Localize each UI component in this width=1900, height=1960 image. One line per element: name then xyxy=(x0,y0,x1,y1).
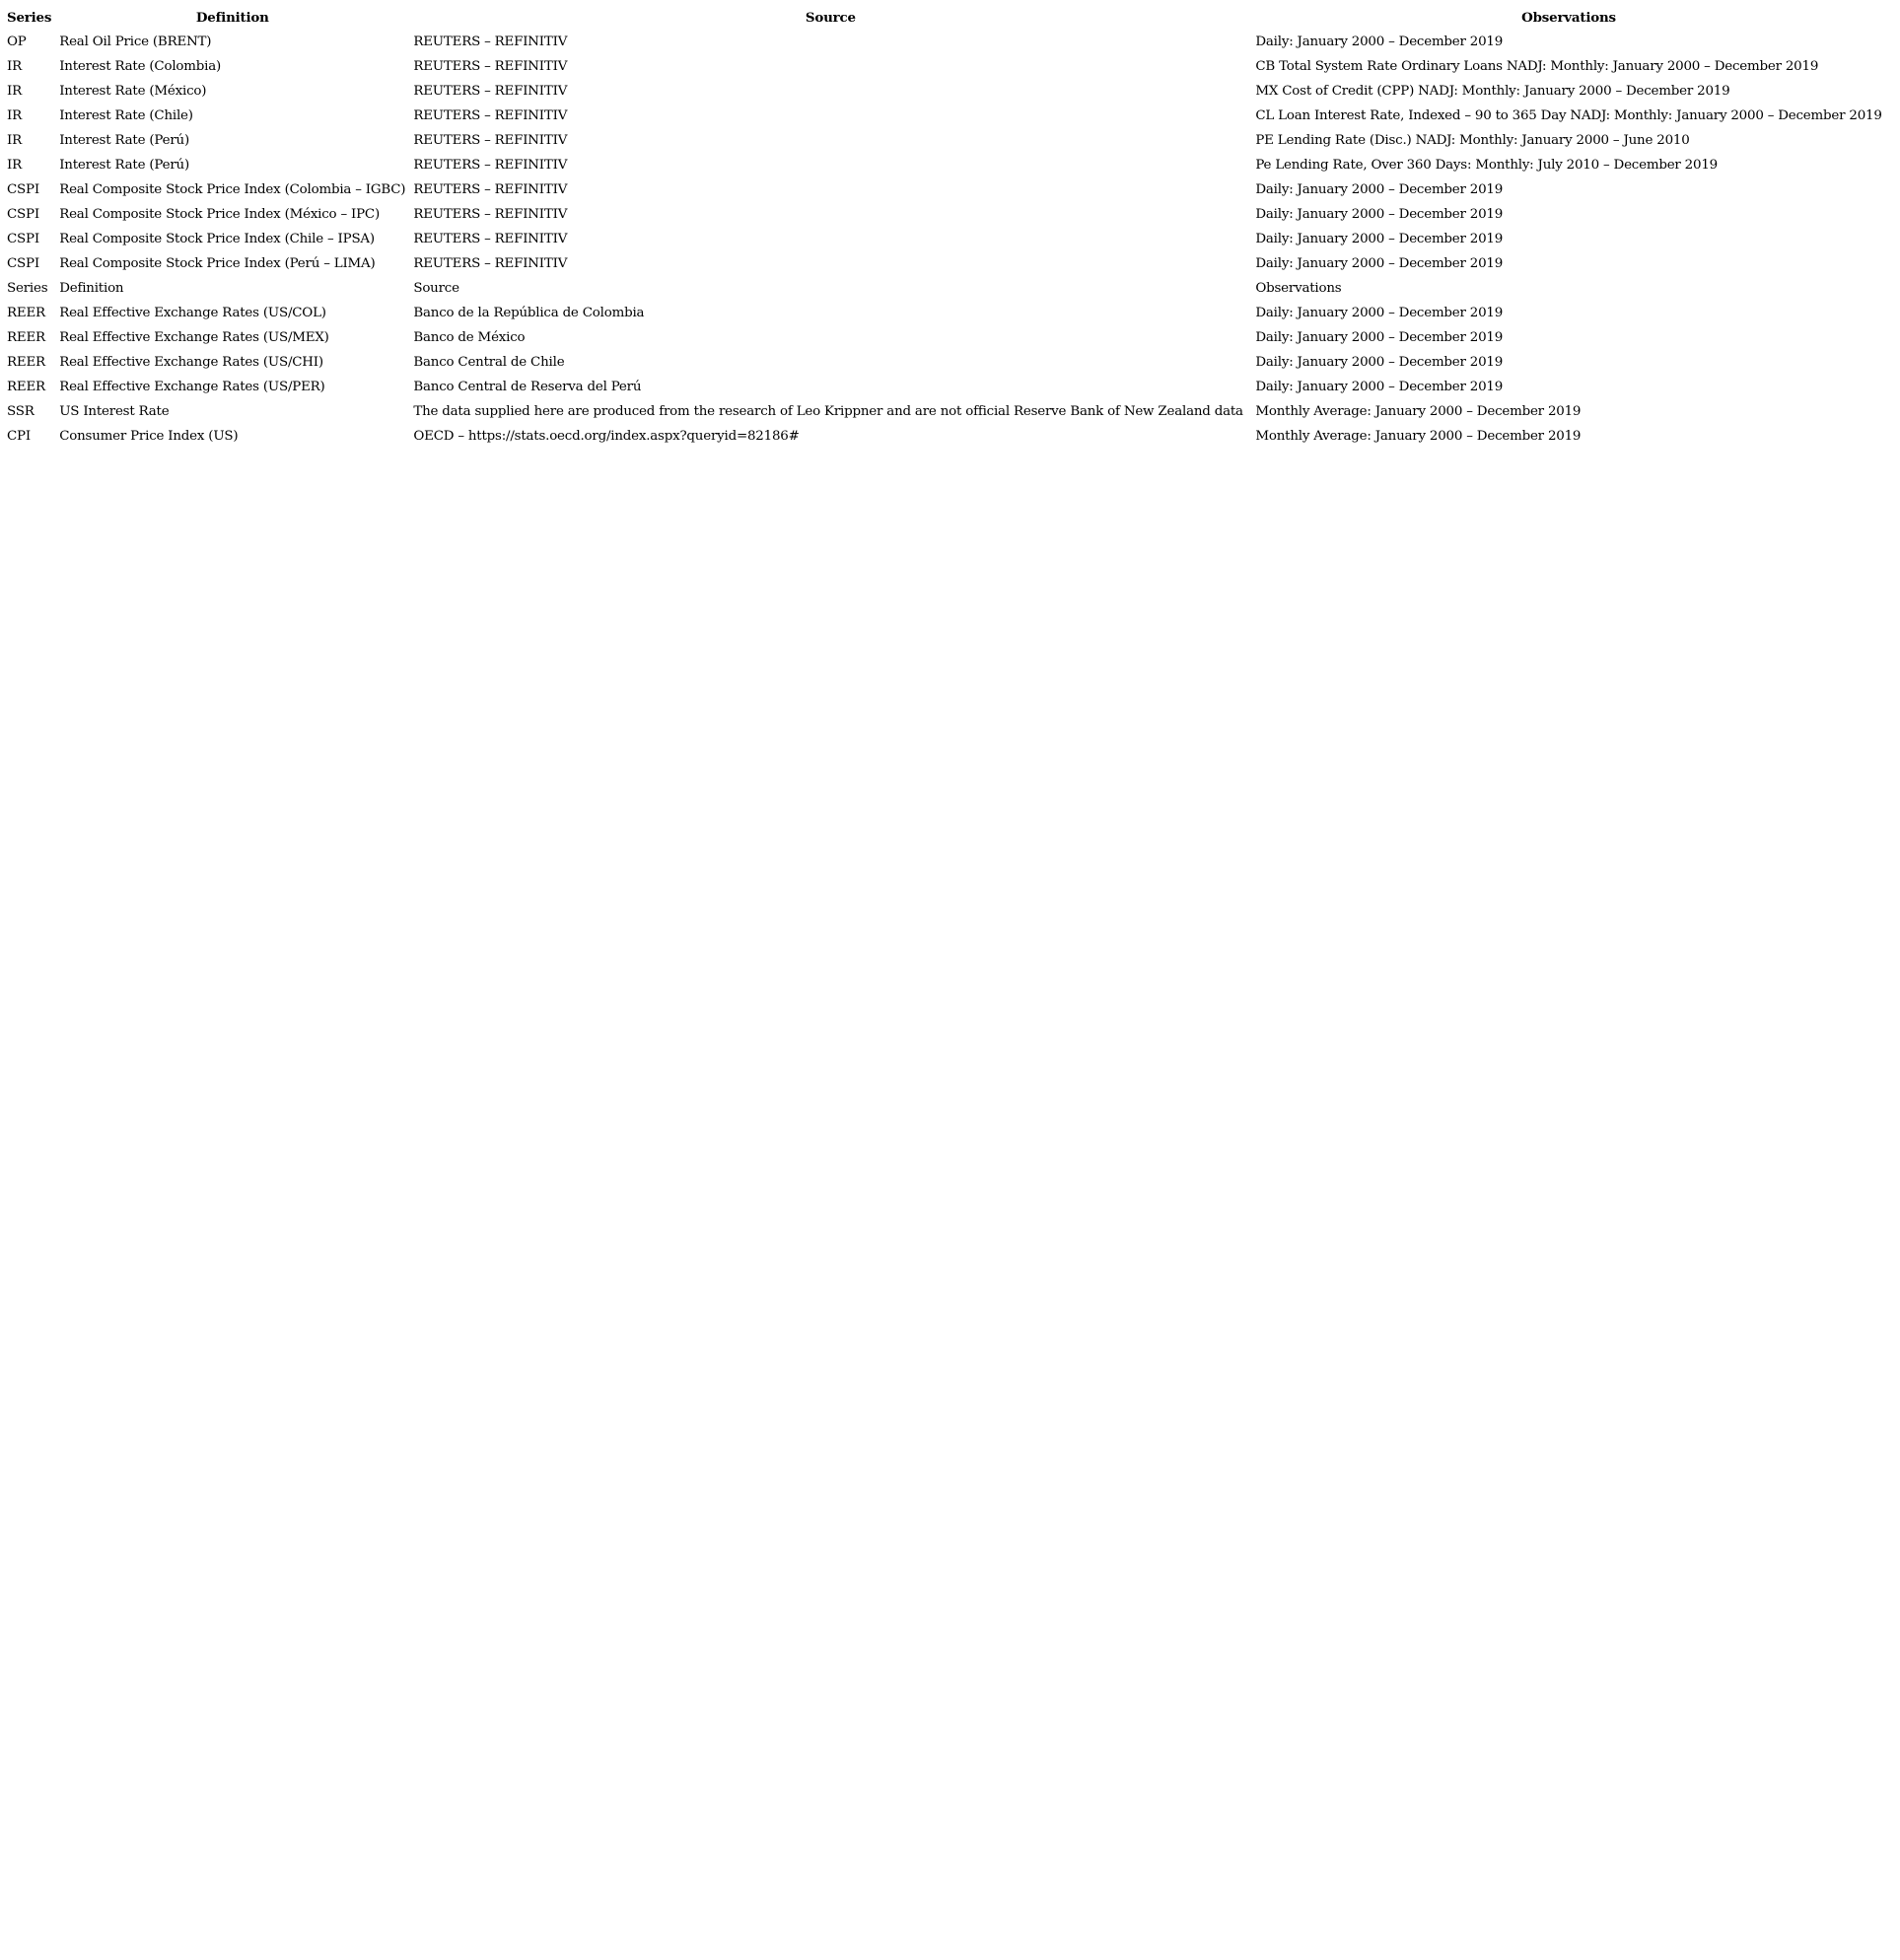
table-row xyxy=(3,375,1886,399)
table-row xyxy=(3,301,1886,325)
cell-definition: Real Composite Stock Price Index (México – IPC) xyxy=(59,207,381,222)
table-row xyxy=(3,251,1886,276)
cell-source: REUTERS – REFINITIV xyxy=(413,59,568,74)
table-row xyxy=(3,276,1886,301)
cell-definition: Real Effective Exchange Rates (US/CHI) xyxy=(59,355,323,370)
cell-series: Series xyxy=(7,281,48,296)
cell-observations: MX Cost of Credit (CPP) NADJ: Monthly: January 2000 – December 2019 xyxy=(1255,84,1730,99)
cell-series: IR xyxy=(7,158,22,173)
cell-observations: Pe Lending Rate, Over 360 Days: Monthly: July 2010 – December 2019 xyxy=(1255,158,1718,173)
cell-series: IR xyxy=(7,133,22,148)
table-body xyxy=(3,30,1886,449)
header-source: Source xyxy=(805,9,856,26)
cell-observations: CB Total System Rate Ordinary Loans NADJ: Monthly: January 2000 – December 2019 xyxy=(1255,59,1819,74)
cell-observations: Daily: January 2000 – December 2019 xyxy=(1255,306,1504,320)
cell-definition: Interest Rate (Colombia) xyxy=(59,59,222,74)
cell-source: Banco Central de Chile xyxy=(413,355,565,370)
table-row xyxy=(3,424,1886,449)
cell-observations: Daily: January 2000 – December 2019 xyxy=(1255,256,1504,271)
cell-observations: Daily: January 2000 – December 2019 xyxy=(1255,355,1504,370)
cell-source: Banco de la República de Colombia xyxy=(413,306,645,320)
cell-series: OP xyxy=(7,35,27,49)
cell-observations: Daily: January 2000 – December 2019 xyxy=(1255,35,1504,49)
cell-series: REER xyxy=(7,306,45,320)
cell-definition: US Interest Rate xyxy=(59,404,170,419)
cell-definition: Real Effective Exchange Rates (US/MEX) xyxy=(59,330,329,345)
cell-observations: CL Loan Interest Rate, Indexed – 90 to 365 Day NADJ: Monthly: January 2000 – December 2019 xyxy=(1255,108,1882,123)
table-row xyxy=(3,153,1886,177)
cell-source: REUTERS – REFINITIV xyxy=(413,232,568,246)
table-header xyxy=(3,5,1886,30)
cell-series: IR xyxy=(7,84,22,99)
cell-definition: Real Effective Exchange Rates (US/PER) xyxy=(59,380,325,394)
table-row xyxy=(3,30,1886,54)
cell-series: SSR xyxy=(7,404,35,419)
cell-source: REUTERS – REFINITIV xyxy=(413,158,568,173)
cell-definition: Real Oil Price (BRENT) xyxy=(59,35,212,49)
cell-observations: PE Lending Rate (Disc.) NADJ: Monthly: January 2000 – June 2010 xyxy=(1255,133,1690,148)
cell-definition: Real Composite Stock Price Index (Chile – IPSA) xyxy=(59,232,375,246)
cell-observations: Monthly Average: January 2000 – December 2019 xyxy=(1255,404,1582,419)
header-row xyxy=(3,5,1886,30)
cell-series: REER xyxy=(7,380,45,394)
data-sources-table xyxy=(3,5,1886,449)
cell-definition: Interest Rate (Chile) xyxy=(59,108,193,123)
cell-definition: Interest Rate (Perú) xyxy=(59,133,189,148)
cell-series: CSPI xyxy=(7,232,39,246)
cell-definition: Interest Rate (Perú) xyxy=(59,158,189,173)
cell-series: CSPI xyxy=(7,207,39,222)
cell-series: IR xyxy=(7,108,22,123)
cell-observations: Daily: January 2000 – December 2019 xyxy=(1255,207,1504,222)
table-row xyxy=(3,54,1886,79)
cell-source: REUTERS – REFINITIV xyxy=(413,207,568,222)
cell-observations: Daily: January 2000 – December 2019 xyxy=(1255,232,1504,246)
cell-source: REUTERS – REFINITIV xyxy=(413,84,568,99)
cell-definition: Real Composite Stock Price Index (Colombia – IGBC) xyxy=(59,182,406,197)
cell-source: Banco de México xyxy=(413,330,526,345)
cell-source: REUTERS – REFINITIV xyxy=(413,133,568,148)
table-row xyxy=(3,227,1886,251)
cell-source: OECD – https://stats.oecd.org/index.aspx?queryid=82186# xyxy=(413,429,800,444)
header-definition: Definition xyxy=(195,9,269,26)
cell-observations: Monthly Average: January 2000 – December 2019 xyxy=(1255,429,1582,444)
cell-definition: Real Effective Exchange Rates (US/COL) xyxy=(59,306,326,320)
cell-series: IR xyxy=(7,59,22,74)
header-series: Series xyxy=(7,9,52,26)
cell-source: REUTERS – REFINITIV xyxy=(413,182,568,197)
cell-observations: Daily: January 2000 – December 2019 xyxy=(1255,380,1504,394)
cell-source: REUTERS – REFINITIV xyxy=(413,256,568,271)
cell-series: CSPI xyxy=(7,182,39,197)
cell-definition: Definition xyxy=(59,281,124,296)
cell-series: REER xyxy=(7,355,45,370)
table-row xyxy=(3,79,1886,104)
cell-source: Banco Central de Reserva del Perú xyxy=(413,380,642,394)
cell-observations: Daily: January 2000 – December 2019 xyxy=(1255,182,1504,197)
table-row xyxy=(3,202,1886,227)
table-row xyxy=(3,350,1886,375)
cell-definition: Interest Rate (México) xyxy=(59,84,207,99)
cell-source: The data supplied here are produced from the research of Leo Krippner and are not official Reserve Bank of New Zealand data xyxy=(413,404,1243,419)
cell-definition: Real Composite Stock Price Index (Perú – LIMA) xyxy=(59,256,376,271)
cell-series: REER xyxy=(7,330,45,345)
cell-observations: Observations xyxy=(1255,281,1342,296)
table-row xyxy=(3,325,1886,350)
cell-source: REUTERS – REFINITIV xyxy=(413,108,568,123)
header-observations: Observations xyxy=(1521,9,1616,26)
table-row xyxy=(3,399,1886,424)
cell-series: CSPI xyxy=(7,256,39,271)
cell-series: CPI xyxy=(7,429,31,444)
cell-definition: Consumer Price Index (US) xyxy=(59,429,239,444)
table-row xyxy=(3,177,1886,202)
cell-source: REUTERS – REFINITIV xyxy=(413,35,568,49)
cell-source: Source xyxy=(413,281,459,296)
table-row xyxy=(3,128,1886,153)
cell-observations: Daily: January 2000 – December 2019 xyxy=(1255,330,1504,345)
table-row xyxy=(3,104,1886,128)
